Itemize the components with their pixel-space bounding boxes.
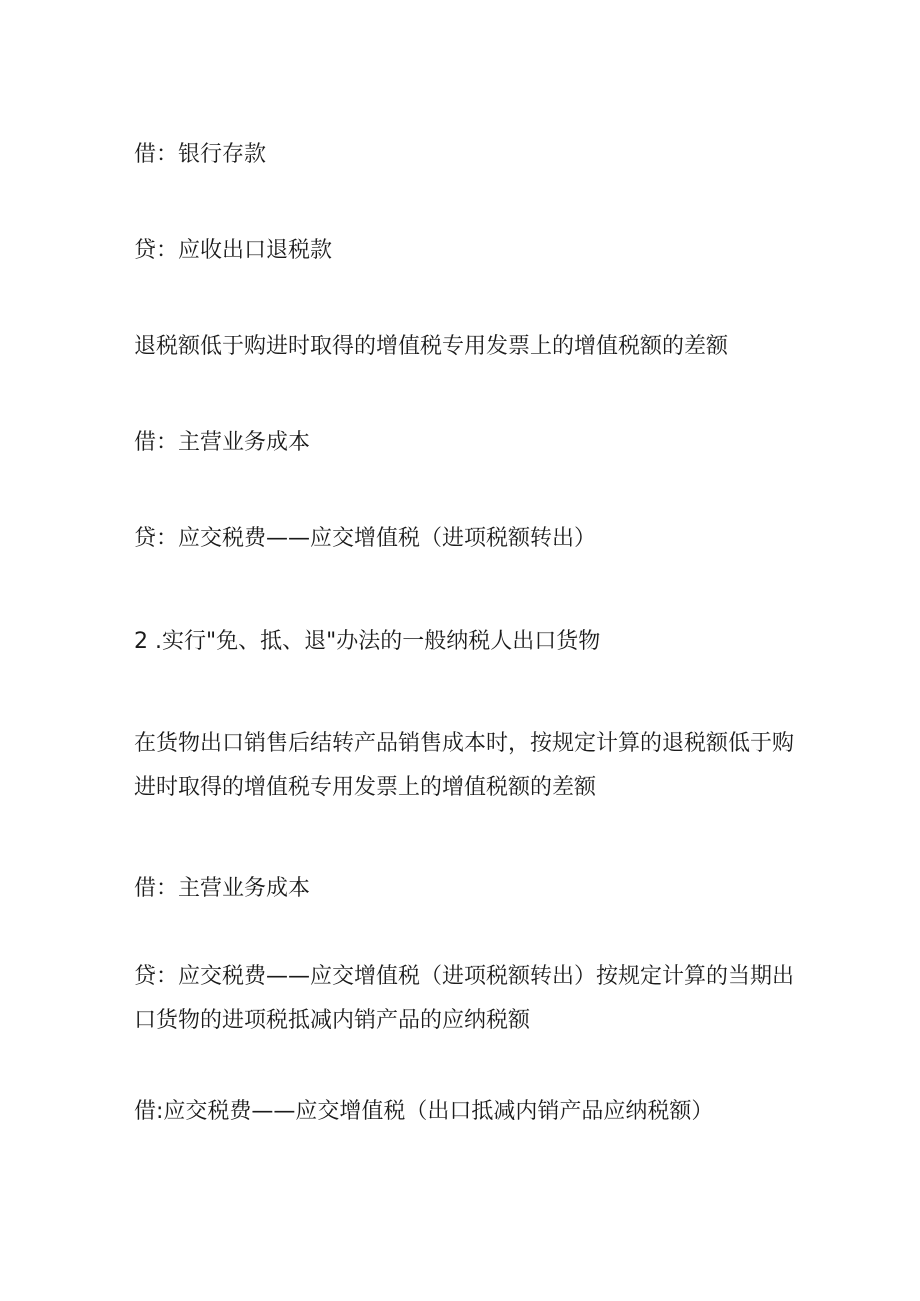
paragraph-debit-main-business-cost: 借：主营业务成本 (134, 430, 311, 455)
section-heading-2: 2 .实行"免、抵、退"办法的一般纳税人出口货物 (134, 629, 601, 654)
paragraph-refund-difference-note: 退税额低于购进时取得的增值税专用发票上的增值税额的差额 (134, 334, 729, 359)
paragraph-credit-export-refund-receivable: 贷：应收出口退税款 (134, 238, 333, 263)
paragraph-debit-main-business-cost-2: 借：主营业务成本 (134, 876, 311, 901)
paragraph-credit-input-tax-transfer: 贷：应交税费——应交增值税（进项税额转出） (134, 526, 597, 551)
paragraph-debit-offset-domestic-tax: 借:应交税费——应交增值税（出口抵减内销产品应纳税额） (134, 1099, 714, 1124)
paragraph-debit-bank-deposit: 借：银行存款 (134, 142, 267, 167)
paragraph-cost-carryover-note: 在货物出口销售后结转产品销售成本时，按规定计算的退税额低于购进时取得的增值税专用发票上的增值税额的差额 (134, 731, 795, 800)
paragraph-credit-input-tax-transfer-2: 贷：应交税费——应交增值税（进项税额转出）按规定计算的当期出口货物的进项税抵减内销产品的应纳税额 (134, 964, 795, 1033)
